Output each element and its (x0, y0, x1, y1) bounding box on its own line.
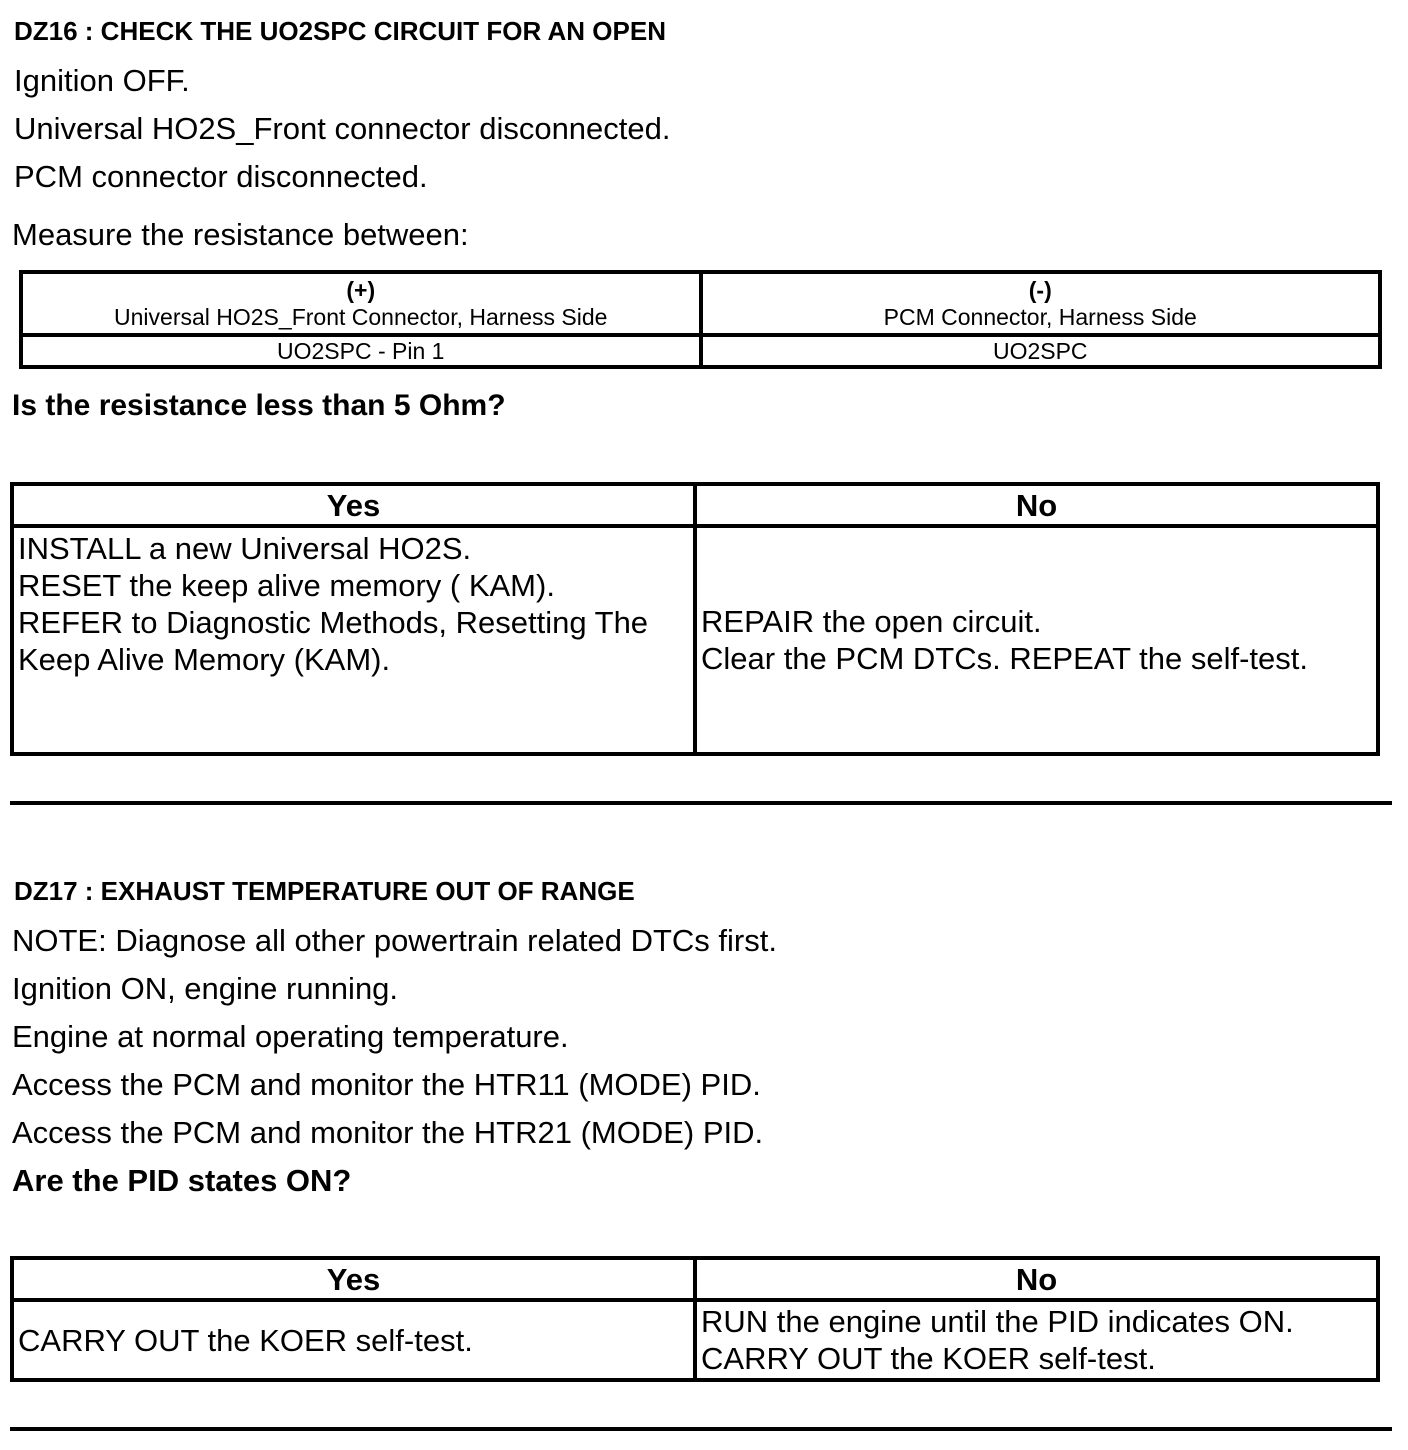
neg-symbol: (-) (1028, 276, 1052, 303)
dz16-yes-cell (12, 526, 695, 754)
dz17-yes-line-1: CARRY OUT the KOER self-test. (18, 1322, 473, 1358)
pos-label: Universal HO2S_Front Connector, Harness Side (114, 303, 608, 330)
dz16-yes-line-2: RESET the keep alive memory ( KAM). (18, 568, 555, 603)
dz17-no-line-1: RUN the engine until the PID indicates ON. (701, 1304, 1294, 1339)
dz17-answer-table (10, 1256, 1380, 1382)
dz17-question: Are the PID states ON? (12, 1163, 352, 1198)
dz16-step-3: PCM connector disconnected. (14, 159, 428, 194)
measure-neg-header (701, 272, 1381, 335)
dz16-step-1: Ignition OFF. (14, 63, 190, 98)
dz17-yes-cell (12, 1300, 695, 1380)
dz17-no-cell (695, 1300, 1378, 1380)
dz16-step-2: Universal HO2S_Front connector disconnected. (14, 111, 671, 146)
dz17-step-2: Ignition ON, engine running. (12, 971, 399, 1006)
dz17-step-1: NOTE: Diagnose all other powertrain related DTCs first. (12, 923, 777, 958)
section-divider-bottom (10, 1427, 1392, 1431)
dz17-step-5: Access the PCM and monitor the HTR21 (MODE) PID. (12, 1115, 764, 1150)
dz17-no-header: No (695, 1258, 1378, 1300)
section-divider (10, 801, 1392, 805)
measure-pos-header (21, 272, 701, 335)
dz17-title: DZ17 : EXHAUST TEMPERATURE OUT OF RANGE (14, 876, 635, 906)
dz16-answer-table (10, 482, 1380, 756)
dz16-yes-line-3: REFER to Diagnostic Methods, Resetting The (18, 605, 649, 640)
dz16-no-line-1: REPAIR the open circuit. (701, 604, 1042, 639)
dz16-title: DZ16 : CHECK THE UO2SPC CIRCUIT FOR AN OPEN (14, 16, 666, 46)
dz16-no-header: No (695, 484, 1378, 526)
dz17-step-4: Access the PCM and monitor the HTR11 (MODE) PID. (12, 1067, 761, 1102)
dz17-step-3: Engine at normal operating temperature. (12, 1019, 569, 1054)
neg-label: PCM Connector, Harness Side (883, 303, 1197, 330)
dz16-no-cell (695, 526, 1378, 754)
dz16-yes-line-4: Keep Alive Memory (KAM). (18, 642, 391, 677)
dz16-question: Is the resistance less than 5 Ohm? (12, 389, 506, 422)
dz16-measure-label: Measure the resistance between: (12, 217, 469, 252)
dz16-yes-header: Yes (12, 484, 695, 526)
dz17-yes-header: Yes (12, 1258, 695, 1300)
pos-symbol: (+) (346, 276, 376, 303)
measure-pos-value: UO2SPC - Pin 1 (21, 335, 701, 367)
measure-neg-value: UO2SPC (701, 335, 1381, 367)
dz16-measure-table (19, 270, 1382, 369)
dz17-no-line-2: CARRY OUT the KOER self-test. (701, 1341, 1156, 1376)
dz16-no-line-2: Clear the PCM DTCs. REPEAT the self-test. (701, 641, 1308, 676)
dz16-yes-line-1: INSTALL a new Universal HO2S. (18, 531, 472, 566)
